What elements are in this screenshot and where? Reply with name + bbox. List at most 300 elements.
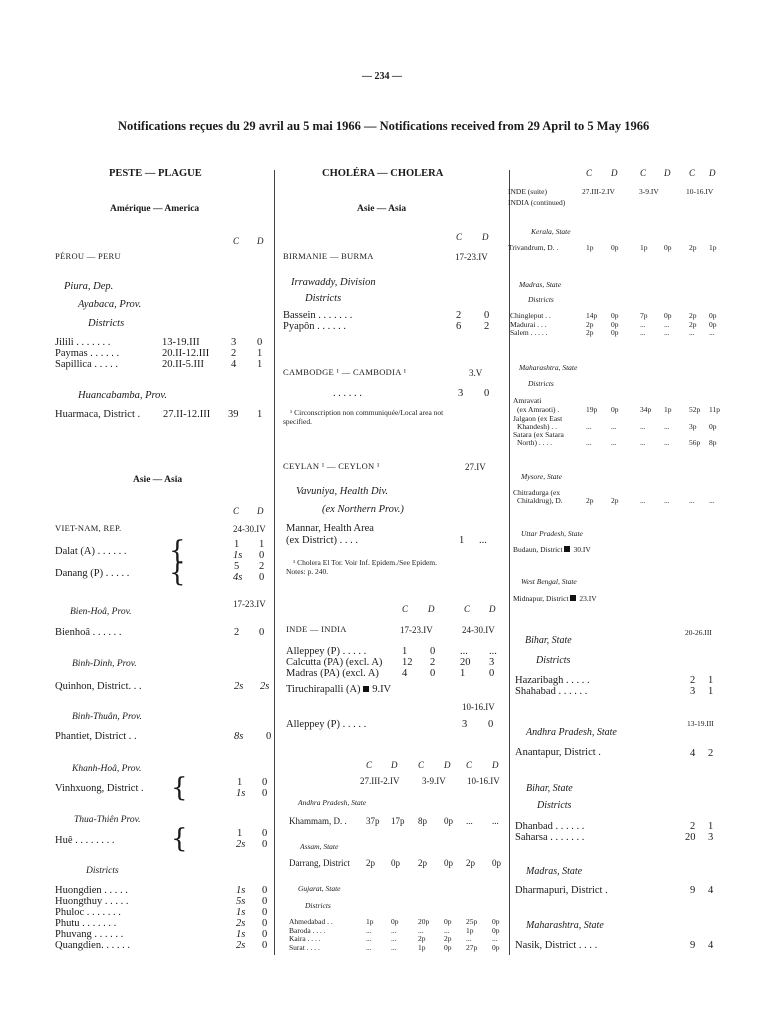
cases: 2p xyxy=(586,319,594,329)
deaths: 0 xyxy=(488,719,494,730)
district-name: Madurai . . . xyxy=(510,319,547,329)
district-name: Chingleput . . xyxy=(510,311,551,320)
brace: { xyxy=(169,558,186,588)
cases: ... xyxy=(366,934,372,943)
cases: 2s xyxy=(236,918,246,929)
deaths: ... xyxy=(664,319,670,329)
period: 17-23.IV xyxy=(233,599,266,609)
period: 20-26.III xyxy=(685,628,712,637)
district-name: Huongdien . . . . . xyxy=(55,885,128,896)
district-name: North) . . . . xyxy=(517,438,552,447)
cases: 14p xyxy=(586,311,598,320)
deaths: 2s xyxy=(260,681,270,692)
district-name: Mannar, Health Area xyxy=(286,523,374,534)
state-andhra: Andhra Pradesh, State xyxy=(298,798,367,807)
cases: 20p xyxy=(418,917,430,926)
deaths: 17p xyxy=(391,816,405,826)
period: 3.V xyxy=(469,368,483,378)
district-name: Dharmapuri, District . xyxy=(515,885,608,896)
district-name xyxy=(513,595,597,604)
cases: 6 xyxy=(456,321,462,332)
district-name: Quangdien. . . . . . xyxy=(55,940,130,951)
district-name: Shahabad . . . . . . xyxy=(515,686,588,697)
cases: 1 xyxy=(237,828,243,839)
state-west-bengal: West Bengal, State xyxy=(521,577,577,586)
country-vietnam: VIET-NAM, REP. xyxy=(55,523,122,533)
division-irrawaddy: Irrawaddy, Division xyxy=(291,277,376,288)
deaths: 0 xyxy=(259,627,265,638)
col-header-d: D xyxy=(444,760,451,770)
cases: 1p xyxy=(466,925,474,935)
square-marker-icon xyxy=(570,595,576,601)
cases: ... xyxy=(466,816,473,826)
deaths: ... xyxy=(444,925,450,935)
district-name: Paymas . . . . . . xyxy=(55,348,120,359)
cases: 2s xyxy=(234,681,244,692)
col-header-d: D xyxy=(489,604,496,614)
cases: 2p xyxy=(586,328,594,337)
cases: 1 xyxy=(459,535,465,546)
state-kerala: Kerala, State xyxy=(531,227,571,236)
cases: 1s xyxy=(236,885,246,896)
district-name: Saharsa . . . . . . . xyxy=(515,832,585,843)
footnote: Notes: p. 240. xyxy=(286,567,329,576)
deaths: 0 xyxy=(266,731,272,742)
cases: ... xyxy=(418,925,424,935)
cases: ... xyxy=(640,438,646,447)
deaths: ... xyxy=(489,646,497,657)
cases: 37p xyxy=(366,816,380,826)
cases: 1s xyxy=(236,788,246,799)
district-name: Amravati xyxy=(513,396,542,405)
deaths: 2p xyxy=(444,934,452,943)
cases: 8s xyxy=(234,731,244,742)
period: 17-23.IV xyxy=(400,625,433,635)
dotted-leader: . . . . . . xyxy=(333,388,362,399)
state-maharashtra: Maharashtra, State xyxy=(519,363,578,372)
period: 24-30.IV xyxy=(233,524,266,534)
period: 3-9.IV xyxy=(422,776,446,786)
deaths: 0p xyxy=(492,925,500,935)
deaths: 4 xyxy=(708,940,714,951)
deaths: 0p xyxy=(492,942,500,952)
district-name: Salem . . . . . xyxy=(510,328,548,337)
country-ceylon: CEYLAN ¹ — CEYLON ¹ xyxy=(283,461,380,471)
deaths: 0p xyxy=(611,311,619,320)
cases: 3 xyxy=(462,719,468,730)
deaths: ... xyxy=(709,328,715,337)
deaths: 0p xyxy=(664,243,672,252)
cases: ... xyxy=(640,496,646,505)
deaths: 0 xyxy=(259,572,265,583)
cases: ... xyxy=(640,319,646,329)
prov-khanhhoa: Khanh-Hoâ, Prov. xyxy=(72,764,142,774)
deaths: 1p xyxy=(664,405,672,414)
cases: 1s xyxy=(236,929,246,940)
cases: ... xyxy=(689,328,695,337)
deaths: 0 xyxy=(430,668,436,679)
plague-heading: PESTE — PLAGUE xyxy=(109,168,202,179)
cases: 39 xyxy=(228,409,239,420)
prov-binhthuan: Binh-Thuân, Prov. xyxy=(72,712,142,722)
period: 13-19.III xyxy=(162,337,200,348)
state-madras: Madras, State xyxy=(519,280,562,289)
district-name: Alleppey (P) . . . . . xyxy=(286,646,367,657)
cases: 1p xyxy=(586,243,594,252)
region-asia: Asie — Asia xyxy=(357,204,407,214)
deaths: 3 xyxy=(708,832,714,843)
brace: { xyxy=(171,773,188,803)
cases: 9 xyxy=(690,940,696,951)
col-header-c: C xyxy=(233,236,240,246)
col-header-d: D xyxy=(664,168,671,178)
districts-label: Districts xyxy=(528,379,554,388)
budaun-label: Budaun, District xyxy=(513,545,563,554)
period: 24-30.IV xyxy=(462,625,495,635)
deaths: 0p xyxy=(391,858,400,868)
col-header-c: C xyxy=(464,604,471,614)
col-header-d: D xyxy=(428,604,435,614)
cases: 2 xyxy=(690,675,696,686)
district-name: Huarmaca, District . xyxy=(55,409,141,420)
deaths: 0 xyxy=(489,668,495,679)
cases: 1s xyxy=(236,907,246,918)
cases: 2p xyxy=(689,319,697,329)
cases: ... xyxy=(366,925,372,935)
col-header-d: D xyxy=(611,168,618,178)
period: 27.III-2.IV xyxy=(582,187,615,196)
cases: 2p xyxy=(418,858,427,868)
cases: 3p xyxy=(689,422,697,431)
state-bihar: Bihar, State xyxy=(525,635,572,646)
deaths: 0p xyxy=(709,319,717,329)
district-name: Danang (P) . . . . . xyxy=(55,568,130,579)
period: 23.IV xyxy=(579,594,597,603)
deaths: 0 xyxy=(262,788,268,799)
deaths: 0p xyxy=(709,311,717,320)
cases: 56p xyxy=(689,438,701,447)
deaths: 0p xyxy=(611,243,619,252)
deaths: 0 xyxy=(430,646,436,657)
deaths: 0p xyxy=(664,311,672,320)
deaths: 0p xyxy=(709,422,717,431)
cases: 1s xyxy=(233,550,243,561)
district-name: Hazaribagh . . . . . xyxy=(515,675,590,686)
deaths: 0 xyxy=(262,940,268,951)
district-name: Pyapôn . . . . . . xyxy=(283,321,346,332)
district-name: Anantapur, District . xyxy=(515,747,601,758)
cases: 2 xyxy=(234,627,240,638)
cases: 3 xyxy=(458,388,464,399)
deaths: 2 xyxy=(430,657,436,668)
col-header-d: D xyxy=(482,232,489,242)
tiruchirapalli-label: Tiruchirapalli (A) xyxy=(286,684,361,695)
prov-binhdinh: Binh-Dinh, Prov. xyxy=(72,659,137,669)
cases: 2s xyxy=(236,839,246,850)
region-america: Amérique — America xyxy=(110,204,200,214)
district-name: (ex District) . . . . xyxy=(286,535,359,546)
cases: 1 xyxy=(402,646,408,657)
cases: 2 xyxy=(690,821,696,832)
cases: 2s xyxy=(236,940,246,951)
period: 17-23.IV xyxy=(455,252,488,262)
period: 20.II-12.III xyxy=(162,348,210,359)
cases: 12 xyxy=(402,657,413,668)
deaths: 4 xyxy=(708,885,714,896)
cases: ... xyxy=(640,328,646,337)
deaths: 0 xyxy=(259,550,265,561)
deaths: 1 xyxy=(257,409,263,420)
district-name: Sapillica . . . . . xyxy=(55,359,118,370)
deaths: ... xyxy=(391,934,397,943)
col-header-d: D xyxy=(391,760,398,770)
country-peru: PÉROU — PERU xyxy=(55,251,121,261)
deaths: 0p xyxy=(611,328,619,337)
cases: ... xyxy=(586,422,592,431)
deaths: 0 xyxy=(262,828,268,839)
prov-thuathien: Thua-Thiên Prov. xyxy=(74,815,141,825)
deaths: 2p xyxy=(611,496,619,505)
period: 10-16.IV xyxy=(467,776,500,786)
deaths: 1 xyxy=(257,359,263,370)
period: 10-16.IV xyxy=(462,702,495,712)
district-name: Baroda . . . . xyxy=(289,925,326,935)
india-continued: INDIA (continued) xyxy=(508,198,566,207)
cases: 20 xyxy=(685,832,696,843)
district-name: Khammam, D. . xyxy=(289,816,347,826)
state-assam: Assam, State xyxy=(300,842,339,851)
districts-label: Districts xyxy=(305,293,342,304)
deaths: 0p xyxy=(611,405,619,414)
deaths: 0 xyxy=(262,777,268,788)
cases: 4s xyxy=(233,572,243,583)
cases: 2p xyxy=(418,934,426,943)
deaths: 1 xyxy=(708,821,714,832)
cases: 2p xyxy=(689,311,697,320)
deaths: ... xyxy=(611,422,617,431)
col-header-c: C xyxy=(456,232,463,242)
state-bihar: Bihar, State xyxy=(526,783,573,794)
period: 9.IV xyxy=(372,684,392,695)
cases: 1p xyxy=(418,942,426,952)
cases: ... xyxy=(689,496,695,505)
period: 27.II-12.III xyxy=(163,409,211,420)
district-name: Alleppey (P) . . . . . xyxy=(286,719,367,730)
district-name: Dalat (A) . . . . . . xyxy=(55,546,127,557)
cases: 5s xyxy=(236,896,246,907)
col-header-c: C xyxy=(466,760,473,770)
col-header-d: D xyxy=(709,168,716,178)
districts-label: Districts xyxy=(536,655,571,666)
period: 3-9.IV xyxy=(639,187,659,196)
deaths: 3 xyxy=(489,657,495,668)
region-asia: Asie — Asia xyxy=(133,475,183,485)
deaths: 0 xyxy=(262,929,268,940)
district-name: Dhanbad . . . . . . xyxy=(515,821,585,832)
cases: 3 xyxy=(231,337,237,348)
deaths: ... xyxy=(709,496,715,505)
district-name: Huê . . . . . . . . xyxy=(55,835,115,846)
country-india-suite xyxy=(508,188,547,197)
cases: 27p xyxy=(466,942,478,952)
brace: { xyxy=(169,536,186,566)
deaths: 8p xyxy=(709,438,717,447)
district-name: Vinhxuong, District . xyxy=(55,783,144,794)
district-name: Phutu . . . . . . . xyxy=(55,918,117,929)
cases: 9 xyxy=(690,885,696,896)
health-div-vavuniya: Vavuniya, Health Div. xyxy=(296,486,388,497)
deaths: 0 xyxy=(262,839,268,850)
district-name: Jilili . . . . . . . xyxy=(55,337,111,348)
footnote: ¹ Circonscription non communiquée/Local area not xyxy=(290,408,444,417)
deaths: 1 xyxy=(708,675,714,686)
cases: ... xyxy=(586,438,592,447)
period: 27.IV xyxy=(465,462,486,472)
col-header-d: D xyxy=(257,236,264,246)
deaths: 0 xyxy=(257,337,263,348)
state-maharashtra: Maharashtra, State xyxy=(526,920,604,931)
cases: 20 xyxy=(460,657,471,668)
district-name: Madras (PA) (excl. A) xyxy=(286,668,379,679)
country-burma: BIRMANIE — BURMA xyxy=(283,251,374,261)
col-header-c: C xyxy=(418,760,425,770)
col-header-c: C xyxy=(366,760,373,770)
state-uttar: Uttar Pradesh, State xyxy=(521,529,583,538)
inde-suite: INDE (suite) xyxy=(508,187,547,196)
cases: 19p xyxy=(586,405,598,414)
state-mysore: Mysore, State xyxy=(521,472,562,481)
deaths: 1p xyxy=(709,243,717,252)
districts-label: Districts xyxy=(88,318,125,329)
cases: 1 xyxy=(237,777,243,788)
deaths: ... xyxy=(391,925,397,935)
district-name: Bienhoâ . . . . . . xyxy=(55,627,122,638)
state-gujarat: Gujarat, State xyxy=(298,884,341,893)
district-name: Huongthuy . . . . . xyxy=(55,896,129,907)
state-madras: Madras, State xyxy=(526,866,583,877)
deaths: ... xyxy=(492,934,498,943)
cases: ... xyxy=(366,942,372,952)
period: 10-16.IV xyxy=(686,187,714,196)
cases: 5 xyxy=(234,561,240,572)
deaths: 0p xyxy=(444,942,452,952)
cases: 1 xyxy=(460,668,466,679)
district-name: Phuvang . . . . . . xyxy=(55,929,124,940)
cases: 2p xyxy=(366,858,375,868)
square-marker-icon xyxy=(363,686,369,692)
period: 13-19.III xyxy=(687,719,714,728)
district-name: Chitaldrug), D. xyxy=(517,496,563,505)
deaths: 0p xyxy=(492,917,500,926)
column-divider-right xyxy=(509,170,510,955)
brace: { xyxy=(171,824,188,854)
districts-label: Districts xyxy=(537,800,572,811)
cases: ... xyxy=(640,422,646,431)
cases: 2p xyxy=(466,858,475,868)
prov-ayabaca: Ayabaca, Prov. xyxy=(78,299,142,310)
cases: 4 xyxy=(231,359,237,370)
deaths: 0p xyxy=(391,917,399,926)
cases: 4 xyxy=(402,668,408,679)
deaths: 0 xyxy=(262,907,268,918)
col-header-c: C xyxy=(402,604,409,614)
district-name: Ahmedabad . . xyxy=(289,917,333,926)
district-name: Kaira . . . . xyxy=(289,934,321,943)
deaths: ... xyxy=(479,535,487,546)
footnote: specified. xyxy=(283,417,312,426)
districts-label: Districts xyxy=(528,295,554,304)
deaths: 0p xyxy=(444,858,453,868)
deaths: 0 xyxy=(262,918,268,929)
district-name: Jalgaon (ex East xyxy=(513,414,563,423)
col-header-c: C xyxy=(233,506,240,516)
district-name xyxy=(513,546,591,555)
cases: ... xyxy=(460,646,468,657)
period: 20.II-5.III xyxy=(162,359,204,370)
midnapur-label: Midnapur, District xyxy=(513,594,569,603)
deaths: 1 xyxy=(259,539,265,550)
district-name: Surat . . . . xyxy=(289,942,320,952)
district-name: Phuloc . . . . . . . xyxy=(55,907,121,918)
ex-province: (ex Northern Prov.) xyxy=(322,504,404,515)
country-india: INDE — INDIA xyxy=(286,624,347,634)
cases: 25p xyxy=(466,917,478,926)
cholera-heading: CHOLÉRA — CHOLERA xyxy=(322,168,444,179)
col-header-c: C xyxy=(586,168,593,178)
deaths: ... xyxy=(611,438,617,447)
district-name: Chitradurga (ex xyxy=(513,488,561,497)
district-name: Quinhon, District. . . xyxy=(55,681,142,692)
cases: 1p xyxy=(640,243,648,252)
deaths: 1 xyxy=(257,348,263,359)
deaths: 0p xyxy=(444,816,453,826)
deaths: ... xyxy=(664,422,670,431)
cases: 3 xyxy=(690,686,696,697)
prov-bienhoa: Bien-Hoâ, Prov. xyxy=(70,607,132,617)
cases: 8p xyxy=(418,816,427,826)
deaths: 0 xyxy=(262,885,268,896)
deaths: ... xyxy=(664,438,670,447)
deaths: 1 xyxy=(708,686,714,697)
square-marker-icon xyxy=(564,546,570,552)
district-name: Phantiet, District . . xyxy=(55,731,137,742)
page-title: Notifications reçues du 29 avril au 5 mai 1966 — Notifications received from 29 April to 5 May 1966 xyxy=(118,119,650,133)
districts-label: Districts xyxy=(305,901,331,910)
district-name: Nasik, District . . . . xyxy=(515,940,598,951)
district-name: Khandesh) . . xyxy=(517,422,557,431)
cases: 2 xyxy=(456,310,462,321)
deaths: ... xyxy=(664,328,670,337)
deaths: 2 xyxy=(484,321,490,332)
deaths: 0p xyxy=(444,917,452,926)
footnote: ¹ Cholera El Tor. Voir Inf. Epidem./See Epidem. xyxy=(293,558,437,567)
district-name: (ex Amraoti) . xyxy=(517,405,560,414)
district-name: Bassein . . . . . . . xyxy=(283,310,353,321)
deaths: 0 xyxy=(484,310,490,321)
country-cambodia: CAMBODGE ¹ — CAMBODIA ¹ xyxy=(283,367,407,377)
cases: 2 xyxy=(231,348,237,359)
deaths: 0 xyxy=(484,388,490,399)
district-name: Trivandrum, D. . xyxy=(508,243,559,252)
deaths: ... xyxy=(664,496,670,505)
col-header-c: C xyxy=(689,168,696,178)
col-header-c: C xyxy=(640,168,647,178)
district-name: Calcutta (PA) (excl. A) xyxy=(286,657,383,668)
cases: 1p xyxy=(366,917,374,926)
col-header-d: D xyxy=(492,760,499,770)
district-name: Satara (ex Satara xyxy=(513,430,564,439)
period: 30.IV xyxy=(573,545,591,554)
